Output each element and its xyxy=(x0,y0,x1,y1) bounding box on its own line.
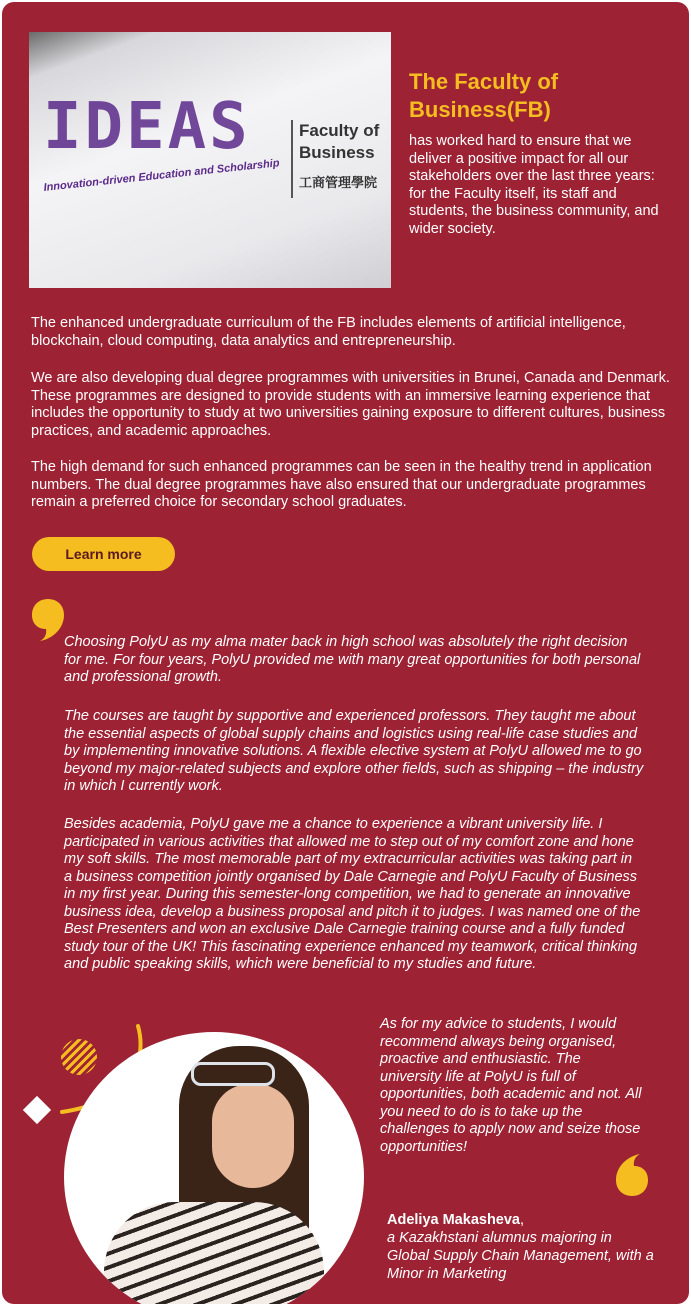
ideas-logo-tagline: Innovation-driven Education and Scholarship xyxy=(43,157,281,194)
quote-close-icon xyxy=(614,1152,650,1198)
faculty-card xyxy=(2,2,689,1304)
testimonial-paragraph: The courses are taught by supportive and experienced professors. They taught me about the essential aspects of global supply chains and logistics using real-life case studies and by implementing innovative solutions. A flexible elective system at PolyU allowed me to go beyond my major-related subjects and explore other fields, such as shipping – the industry in which I currently work. xyxy=(64,708,644,794)
portrait-striped-shirt xyxy=(104,1202,324,1304)
ideas-logo-chinese: 工商管理學院 xyxy=(299,175,378,190)
ideas-logo-faculty: Faculty of Business xyxy=(299,121,380,162)
curriculum-paragraph: The enhanced undergraduate curriculum of the FB includes elements of artificial intelligence, blockchain, cloud computing, data analytics and entrepreneurship. xyxy=(31,315,626,349)
striped-circle-icon xyxy=(61,1039,97,1075)
testimonial-paragraph: Besides academia, PolyU gave me a chance to experience a vibrant university life. I participated in various activities that allowed me to step out of my comfort zone and hone my soft skills. The most memorable part of my extracurricular activities was taking part in a business competition jointly organised by Dale Carnegie and PolyU Faculty of Business in my first year. During this semester-long competition, we had to generate an innovative business idea, develop a business proposal and pitch it to judges. I was named one of the Best Presenters and won an exclusive Dale Carnegie training course and a fully funded study tour of the UK! This fascinating experience enhanced my teamwork, critical thinking and public speaking skills, which were beneficial to my studies and future. xyxy=(64,816,641,972)
ideas-logo-word: IDEAS xyxy=(43,90,251,164)
alumnus-portrait xyxy=(64,1032,364,1304)
author-name-line xyxy=(387,1211,657,1229)
portrait-face xyxy=(212,1084,294,1188)
learn-more-button[interactable]: Learn more xyxy=(32,537,175,571)
dual-degree-paragraph: We are also developing dual degree programmes with universities in Brunei, Canada and Denmark. These programmes are designed to provide students with an immersive learning experience that includes the opportunity to study at two universities gaining exposure to different cultures, business practices, and academic approaches. xyxy=(31,370,670,439)
diamond-icon xyxy=(23,1096,51,1124)
testimonial-paragraph: Choosing PolyU as my alma mater back in high school was absolutely the right decision for me. For four years, PolyU provided me with many great opportunities for both personal and professional growth. xyxy=(64,634,641,685)
author-comma: , xyxy=(520,1212,525,1228)
faculty-intro: has worked hard to ensure that we deliver a positive impact for all our stakeholders over the last three years: for the Faculty itself, its staff and students, the business community, and wider society. xyxy=(409,133,659,237)
demand-paragraph: The high demand for such enhanced programmes can be seen in the healthy trend in application numbers. The dual degree programmes have also ensured that our undergraduate programmes remain a preferred choice for secondary school graduates. xyxy=(31,459,652,510)
advice-paragraph: As for my advice to students, I would recommend always being organised, proactive and enthusiastic. The university life at PolyU is full of opportunities, both academic and not. All you need to do is to take up the challenges to apply now and seize those opportunities! xyxy=(380,1016,642,1155)
ideas-wall-photo xyxy=(29,32,391,288)
author-description: a Kazakhstani alumnus majoring in Global Supply Chain Management, with a Minor in Marketing xyxy=(387,1230,654,1282)
quote-open-icon xyxy=(30,597,66,643)
logo-divider xyxy=(291,120,293,198)
portrait-sunglasses xyxy=(191,1062,275,1086)
faculty-title: The Faculty of Business(FB) xyxy=(409,69,559,122)
author-name: Adeliya Makasheva xyxy=(387,1212,520,1228)
